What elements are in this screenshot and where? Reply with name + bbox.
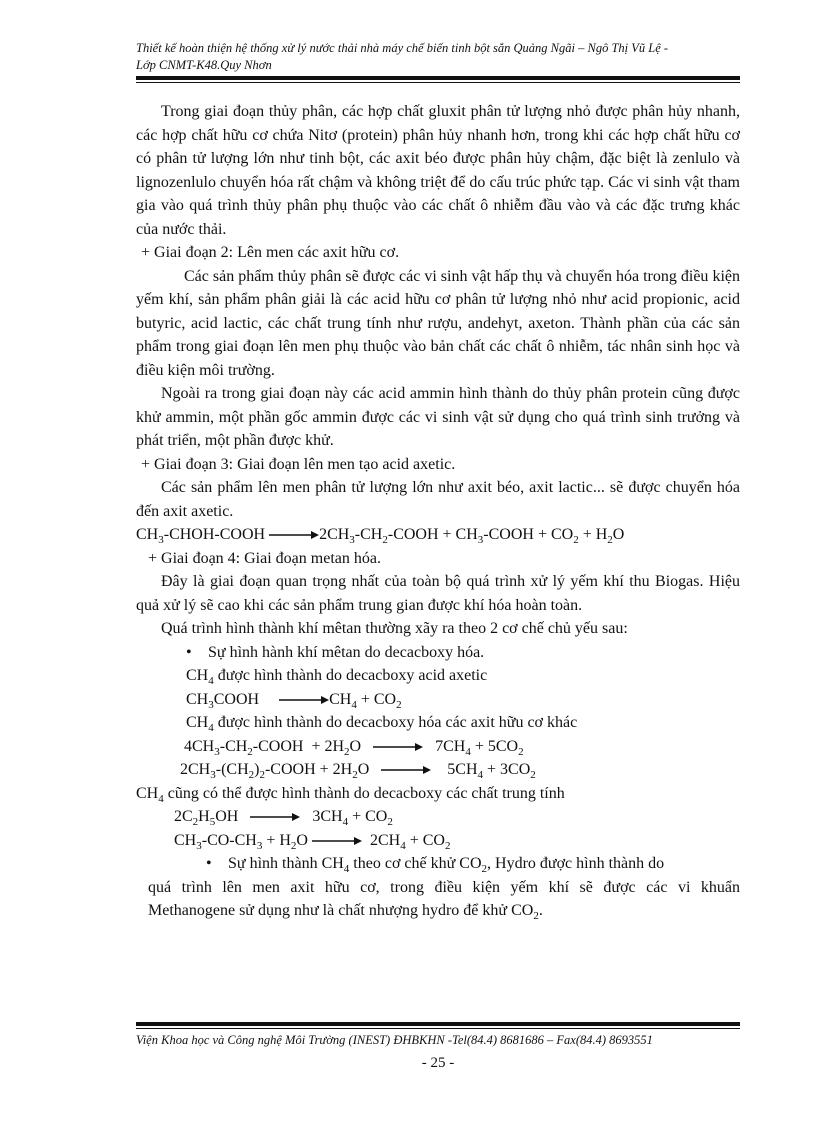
equation-butyric: $2CH_3-(CH_2)_2$-COOH + $2H_2O$ $5CH_4 + 3CO_2$ bbox=[180, 761, 536, 782]
bullet-co2-reduction: • Sự hình thành $CH_4$ theo cơ chế khử $CO_2$, Hydro được hình thành do bbox=[136, 852, 740, 876]
footer-rule-thin bbox=[136, 1028, 740, 1029]
reaction-arrow-icon bbox=[373, 742, 423, 752]
page-body bbox=[136, 100, 740, 923]
ch4-other-label: được hình thành do decacboxy hóa các axit hữu cơ khác bbox=[217, 714, 578, 731]
bullet-co2-text-c: , Hydro được hình thành do bbox=[487, 855, 665, 872]
paragraph-acetic: Các sản phẩm lên men phân tử lượng lớn như axit béo, axit lactic... sẽ được chuyển hóa đến axit axetic. bbox=[136, 479, 740, 520]
ch4-other-line: $CH_4$ được hình thành do decacboxy hóa các axit hữu cơ khác bbox=[186, 714, 578, 735]
bullet-decarboxylation-text: Sự hình hành khí mêtan do decacboxy hóa. bbox=[208, 643, 485, 661]
reaction-arrow-icon bbox=[279, 695, 329, 705]
equation-acetone: $CH_3-CO-CH_3 + H_2O$ $2CH_4 + CO_2$ bbox=[174, 831, 451, 852]
bullet-co2-line-3: Methanogene sử dụng như là chất nhượng hydro để khử $CO_2$. bbox=[148, 902, 543, 923]
stage-3-heading: + Giai đoạn 3: Giai đoạn lên men tạo acid axetic. bbox=[141, 455, 456, 473]
ch4-acetic-label: được hình thành do decacboxy acid axetic bbox=[217, 667, 488, 684]
bullet-co2-line-3-text: Methanogene sử dụng như là chất nhượng hydro để khử CO bbox=[148, 902, 534, 919]
page-number: - 25 - bbox=[421, 1055, 455, 1071]
header-rule-thin bbox=[136, 82, 740, 83]
ch4-acetic-line: $CH_4$ được hình thành do decacboxy acid axetic bbox=[186, 667, 488, 688]
page-header bbox=[136, 40, 740, 74]
paragraph-mechanisms: Quá trình hình thành khí mêtan thường xãy ra theo 2 cơ chế chủ yếu sau: bbox=[161, 620, 628, 637]
reaction-arrow-icon bbox=[312, 836, 362, 846]
reaction-arrow-icon bbox=[381, 765, 431, 775]
bullet-co2-text-a: Sự hình thành CH bbox=[228, 855, 344, 872]
bullet-decarboxylation bbox=[136, 641, 740, 665]
reaction-arrow-icon bbox=[250, 812, 300, 822]
bullet-icon: • bbox=[186, 643, 192, 661]
header-rule-thick bbox=[136, 76, 740, 80]
stage-2-heading: + Giai đoạn 2: Lên men các axit hữu cơ. bbox=[141, 244, 400, 261]
equation-propionic: $4CH_3-CH_2$-COOH + $2H_2O$ $7CH_4 + 5CO_2$ bbox=[184, 737, 524, 758]
paragraph-hydrolysis: Trong giai đoạn thủy phân, các hợp chất gluxit phân tử lượng nhỏ được phân hủy nhanh, các hợp chất hữu cơ chứa Nitơ (protein) phân hủy nhanh hơn, trong khi các hợp chất hữu cơ có phân tử lượng lớn như tinh bột, các axit béo được phân hủy chậm, đặc biệt là zenlulo và lignozenlulo chuyển hóa rất chậm và không triệt để do cấu trúc phức tạp. Các vi sinh vật tham gia vào quá trình thủy phân phụ thuộc vào các chất ô nhiễm đầu vào và các đặc trưng khác của nước thải. bbox=[136, 103, 740, 238]
ch4-neutral-label: cũng có thể được hình thành do decacboxy các chất trung tính bbox=[167, 784, 565, 802]
bullet-icon: • bbox=[206, 855, 212, 872]
header-line-2: Lớp CNMT-K48.Quy Nhơn bbox=[136, 58, 272, 72]
stage-4-heading: + Giai đoạn 4: Giai đoạn metan hóa. bbox=[148, 549, 381, 567]
equation-ethanol: $2C_2H_5OH$ $3CH_4 + CO_2$ bbox=[174, 808, 393, 829]
bullet-co2-line-3-end: . bbox=[538, 902, 543, 919]
bullet-co2-line-2: quá trình lên men axit hữu cơ, trong điều kiện yếm khí sẽ được các vi khuẩn bbox=[148, 878, 740, 896]
reaction-arrow-icon bbox=[269, 530, 319, 540]
bullet-co2-text-b: theo cơ chế khử CO bbox=[349, 855, 482, 872]
header-line-1: Thiết kế hoàn thiện hệ thống xử lý nước thải nhà máy chế biến tinh bột sắn Quảng Ngãi – Ngô Thị Vũ Lệ - bbox=[136, 41, 669, 55]
equation-acetic: $CH_3COOH$ $CH_4 + CO_2$ bbox=[186, 690, 402, 711]
ch4-neutral-line: $CH_4$ cũng có thể được hình thành do decacboxy các chất trung tính bbox=[136, 784, 565, 805]
footer-rule-thick bbox=[136, 1022, 740, 1026]
paragraph-methanation: Đây là giai đoạn quan trọng nhất của toàn bộ quá trình xử lý yếm khí thu Biogas. Hiệu quả xử lý sẽ cao khi các sản phẩm trung gian được khí hóa hoàn toàn. bbox=[136, 573, 740, 614]
equation-lactic-to-acetic: $CH_3-CHOH$-COOH $2CH_3-CH_2$-COOH + $CH_3$-COOH + $CO_2 + H_2O$ bbox=[136, 526, 625, 547]
paragraph-fermentation: Các sản phẩm thủy phân sẽ được các vi sinh vật hấp thụ và chuyển hóa trong điều kiện yếm khí, sản phẩm phân giải là các acid hữu cơ phân tử lượng nhỏ như acid propionic, acid butyric, acid lactic, các chất trung tính như rượu, andehyt, axeton. Thành phần của các sản phẩm trong giai đoạn lên men phụ thuộc vào bản chất các chất ô nhiễm, tác nhân sinh học và điều kiện môi trường. bbox=[136, 267, 740, 379]
paragraph-ammin: Ngoài ra trong giai đoạn này các acid ammin hình thành do thủy phân protein cũng được khử ammin, một phần gốc ammin được các vi sinh vật sử dụng cho quá trình sinh trưởng và phát triển, một phần được khử. bbox=[136, 385, 740, 449]
page-footer: Viện Khoa học và Công nghệ Môi Trường (INEST) ĐHBKHN -Tel(84.4) 8681686 – Fax(84.4) 8693551 bbox=[136, 1033, 653, 1047]
